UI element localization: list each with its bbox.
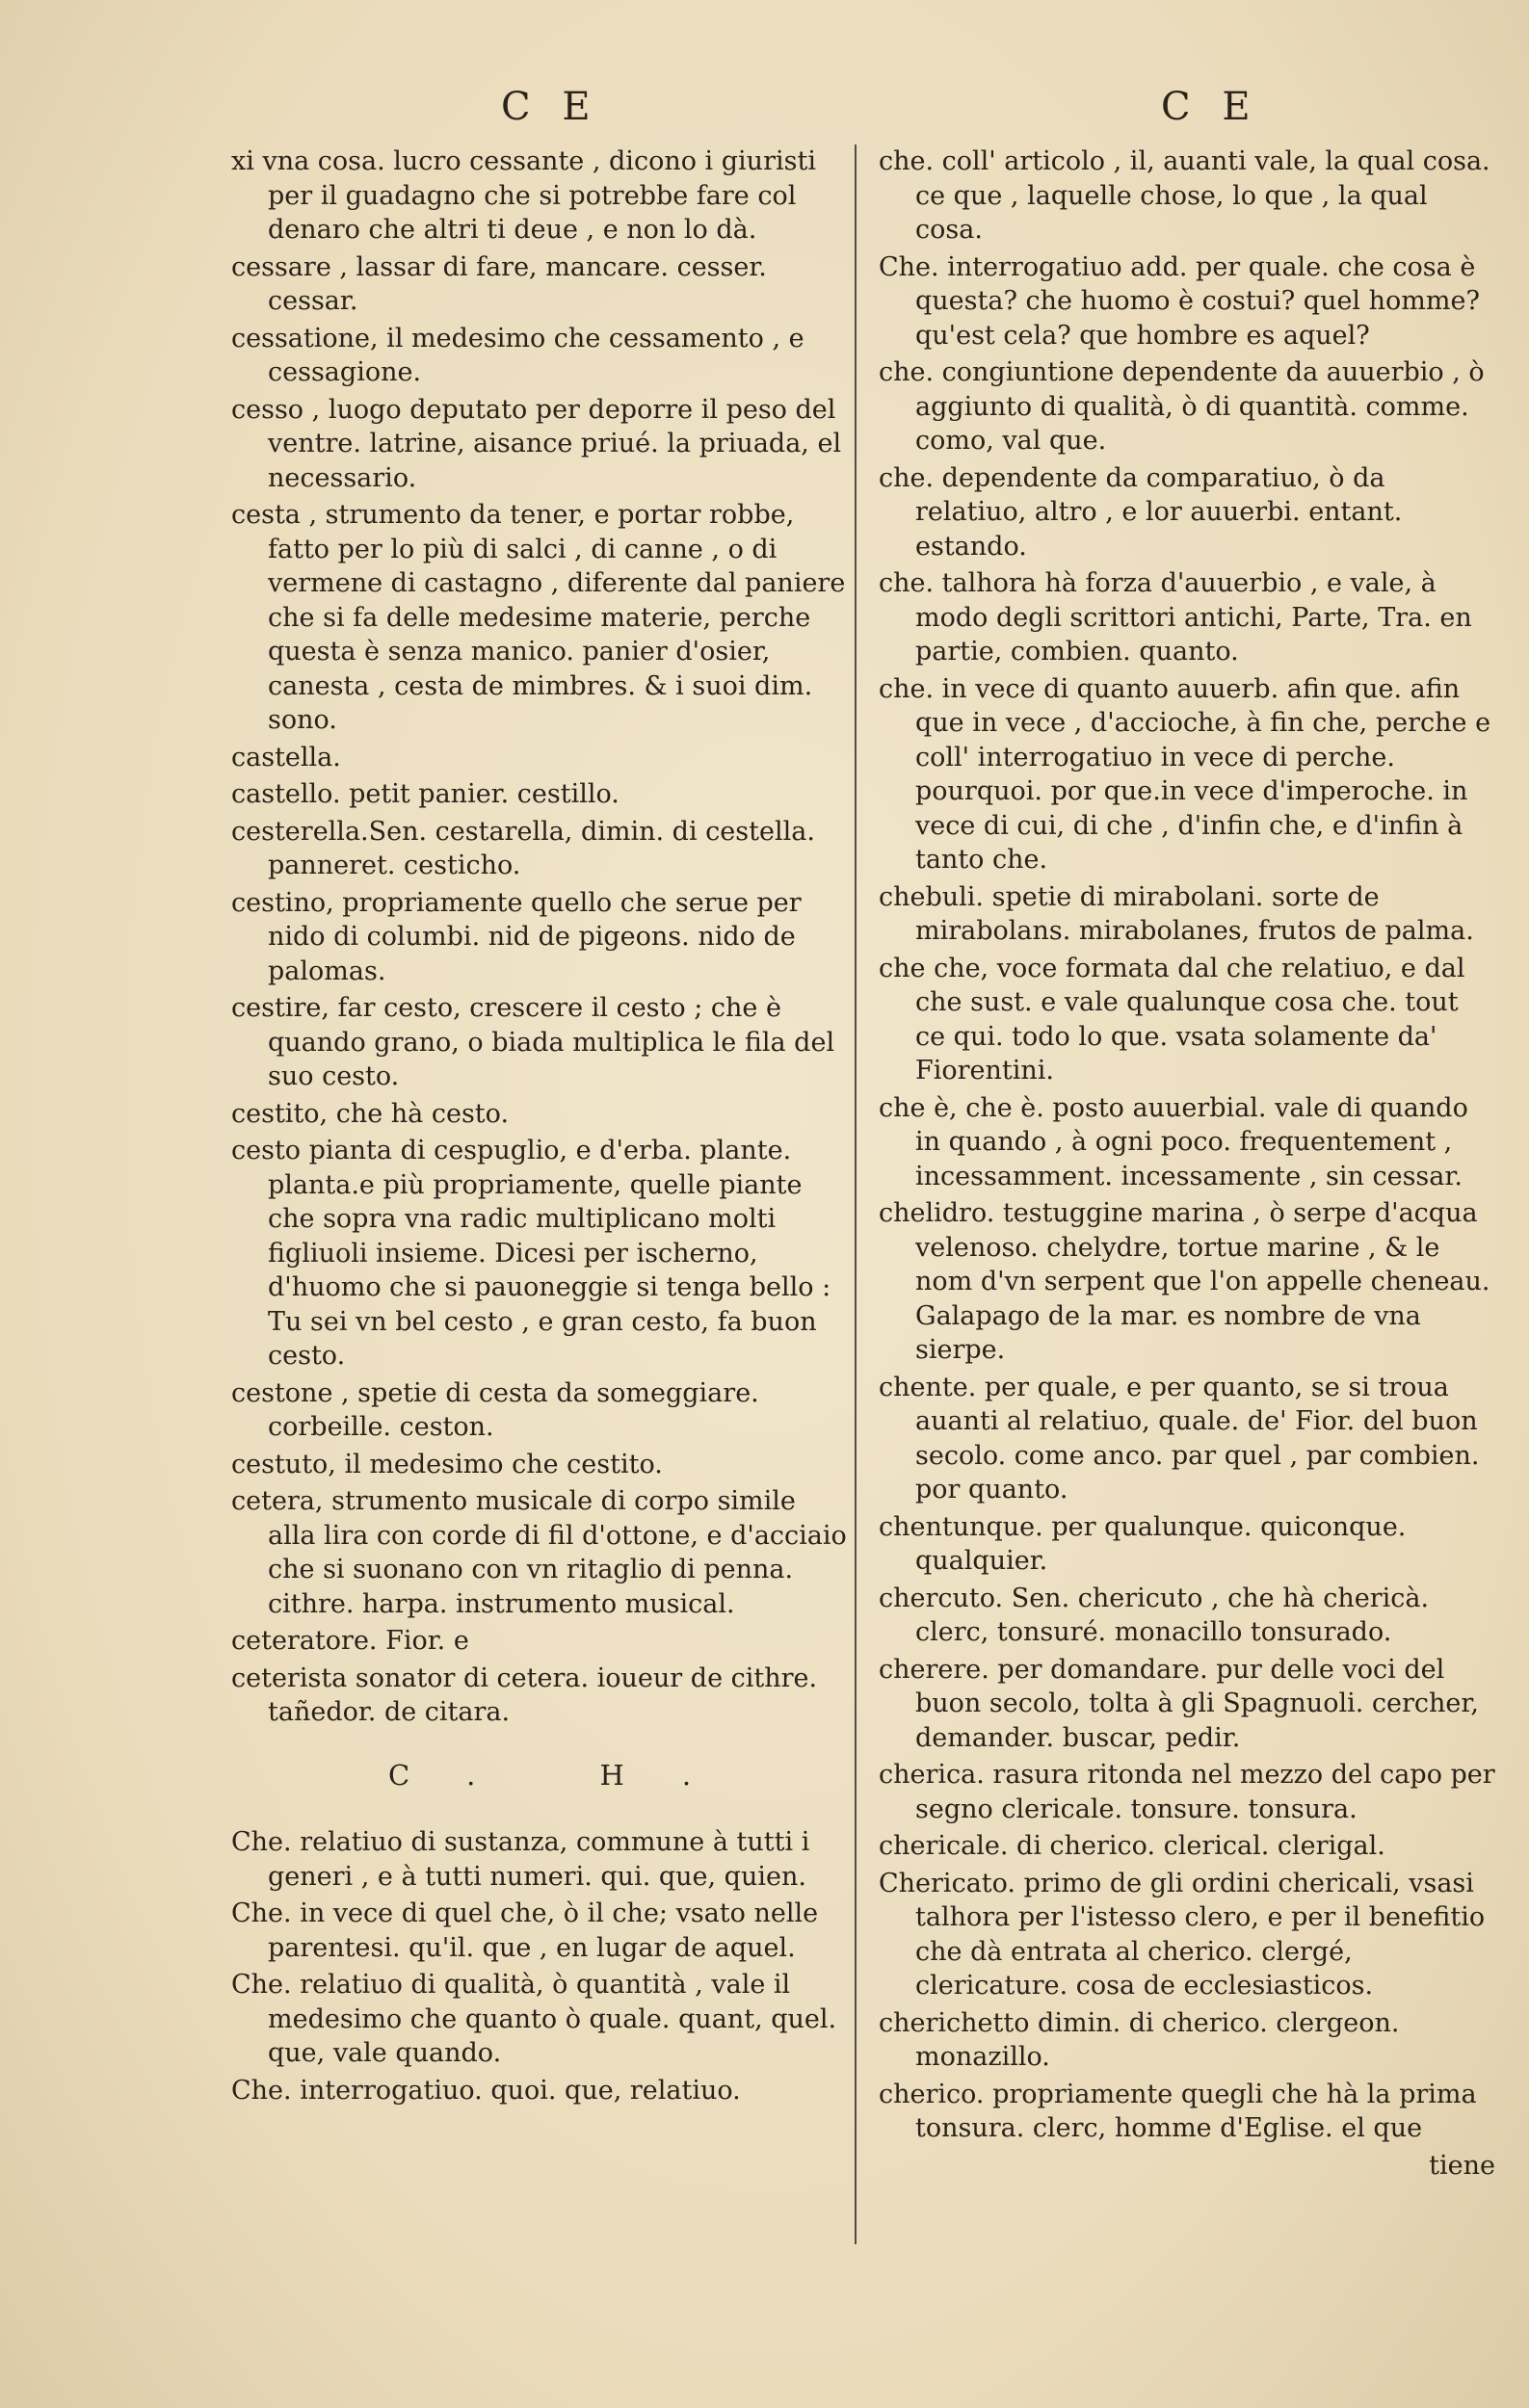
dictionary-entry: che. coll' articolo , il, auanti vale, la qual cosa. ce que , laquelle chose, lo que , la qual cosa.	[879, 146, 1490, 245]
dictionary-entry: che. in vece di quanto auuerb. afin que. afin que in vece , d'accioche, à fin che, perche e coll' interrogatiuo in vece di perche. pourquoi. por que.in vece d'imperoche. in vece di cui, di che , d'infin che, e d'infin à tanto che.	[879, 673, 1491, 875]
catchword: tiene	[1429, 2150, 1495, 2181]
dictionary-entry: cesso , luogo deputato per deporre il peso del ventre. latrine, aisance priué. la priuada, el necessario.	[231, 394, 842, 493]
dictionary-entry: ceteratore. Fior. e	[231, 1626, 469, 1656]
dictionary-entry: che è, che è. posto auuerbial. vale di quando in quando , à ogni poco. frequentement , incessamment. incessamente , sin cessar.	[879, 1092, 1468, 1191]
dictionary-entry: ceterista sonator di cetera. ioueur de cithre. tañedor. de citara.	[231, 1662, 818, 1727]
dictionary-entry: che. talhora hà forza d'auuerbio , e vale, à modo degli scrittori antichi, Parte, Tra. en partie, combien. quanto.	[879, 568, 1472, 667]
dictionary-entry: chentunque. per qualunque. quiconque. qualquier.	[879, 1511, 1407, 1576]
dictionary-entry: cessatione, il medesimo che cessamento , e cessagione.	[231, 323, 804, 387]
dictionary-entry: Che. relatiuo di qualità, ò quantità , vale il medesimo che quanto ò quale. quant, quel. que, vale quando.	[231, 1970, 837, 2068]
running-head-left: C E	[501, 85, 600, 129]
dictionary-entry: Che. relatiuo di sustanza, commune à tutti i generi , e à tutti numeri. qui. que, quien.	[231, 1827, 810, 1892]
dictionary-entry: che che, voce formata dal che relatiuo, e dal che sust. e vale qualunque cosa che. tout ce qui. todo lo que. vsata solamente da' Fiorentini.	[879, 953, 1465, 1086]
dictionary-entry: chebuli. spetie di mirabolani. sorte de mirabolans. mirabolanes, frutos de palma.	[879, 881, 1474, 946]
dictionary-entry: che. congiuntione dependente da auuerbio , ò aggiunto di qualità, ò di quantità. comme. como, val que.	[879, 357, 1485, 456]
dictionary-entry: Che. in vece di quel che, ò il che; vsato nelle parentesi. qu'il. que , en lugar de aquel.	[231, 1898, 819, 1963]
dictionary-entry: cesta , strumento da tener, e portar robbe, fatto per lo più di salci , di canne , o di vermene di castagno , diferente dal paniere che si fa delle medesime materie, perche questa è senza manico. panier d'osier, canesta , cesta de mimbres. & i suoi dim. sono.	[231, 500, 846, 735]
dictionary-entry: cherichetto dimin. di cherico. clergeon. monazillo.	[879, 2007, 1400, 2072]
dictionary-entry: cesto pianta di cespuglio, e d'erba. plante. planta.e più propriamente, quelle piante che sopra vna radic multiplicano molti figliuoli insieme. Dicesi per ischerno, d'huomo che si pauoneggie si tenga bello : Tu sei vn bel cesto , e gran cesto, fa buon cesto.	[231, 1136, 831, 1371]
dictionary-entry: chercuto. Sen. chericuto , che hà chericà. clerc, tonsuré. monacillo tonsurado.	[879, 1583, 1430, 1647]
right-column	[879, 144, 1495, 2183]
dictionary-entry: cherere. per domandare. pur delle voci del buon secolo, tolta à gli Spagnuoli. cercher, demander. buscar, pedir.	[879, 1654, 1479, 1753]
dictionary-entry: cesterella.Sen. cestarella, dimin. di cestella. panneret. cesticho.	[231, 816, 815, 880]
left-column	[231, 144, 848, 2110]
entry-list-b	[231, 1825, 848, 2107]
running-head-right: C E	[1161, 85, 1260, 129]
dictionary-entry: cherica. rasura ritonda nel mezzo del capo per segno clericale. tonsure. tonsura.	[879, 1760, 1495, 1824]
dictionary-entry: chericale. di cherico. clerical. clerigal.	[879, 1831, 1385, 1861]
dictionary-entry: Chericato. primo de gli ordini chericali, vsasi talhora per l'istesso clero, e per il benefitio che dà entrata al cherico. clergé, clericature. cosa de ecclesiasticos.	[879, 1868, 1486, 2001]
dictionary-entry: Che. interrogatiuo. quoi. que, relatiuo.	[231, 2075, 741, 2106]
dictionary-entry: chelidro. testuggine marina , ò serpe d'acqua velenoso. chelydre, tortue marine , & le nom d'vn serpent que l'on appelle cheneau. Galapago de la mar. es nombre de vna sierpe.	[879, 1198, 1490, 1365]
dictionary-entry: castello. petit panier. cestillo.	[231, 779, 620, 809]
dictionary-entry: chente. per quale, e per quanto, se si troua auanti al relatiuo, quale. de' Fior. del buon secolo. come anco. par quel , par combien. por quanto.	[879, 1372, 1480, 1505]
dictionary-entry: che. dependente da comparatiuo, ò da relatiuo, altro , e lor auuerbi. entant. estando.	[879, 462, 1403, 562]
dictionary-entry: xi vna cosa. lucro cessante , dicono i giuristi per il guadagno che si potrebbe fare col denaro che altri ti deue , e non lo dà.	[231, 146, 816, 245]
column-divider	[855, 144, 857, 2244]
dictionary-entry: cherico. propriamente quegli che hà la prima tonsura. clerc, homme d'Eglise. el que	[879, 2079, 1477, 2143]
dictionary-entry: cestino, propriamente quello che serue per nido di columbi. nid de pigeons. nido de palomas.	[231, 887, 802, 986]
dictionary-entry: cestire, far cesto, crescere il cesto ; che è quando grano, o biada multiplica le fila del suo cesto.	[231, 993, 835, 1091]
dictionary-entry: cestone , spetie di cesta da someggiare. corbeille. ceston.	[231, 1377, 759, 1442]
dictionary-entry: castella.	[231, 742, 341, 772]
dictionary-entry: cestito, che hà cesto.	[231, 1098, 510, 1129]
dictionary-entry: cessare , lassar di fare, mancare. cesser. cessar.	[231, 251, 767, 316]
entry-list-a	[231, 144, 848, 1730]
dictionary-entry: Che. interrogatiuo add. per quale. che cosa è questa? che huomo è costui? quel homme? qu'est cela? que hombre es aquel?	[879, 251, 1480, 351]
dictionary-entry: cestuto, il medesimo che cestito.	[231, 1449, 663, 1479]
dictionary-entry: cetera, strumento musicale di corpo simile alla lira con corde di fil d'ottone, e d'acciaio che si suonano con vn ritaglio di penna. cithre. harpa. instrumento musical.	[231, 1486, 847, 1619]
section-heading: C. H.	[387, 1758, 750, 1792]
